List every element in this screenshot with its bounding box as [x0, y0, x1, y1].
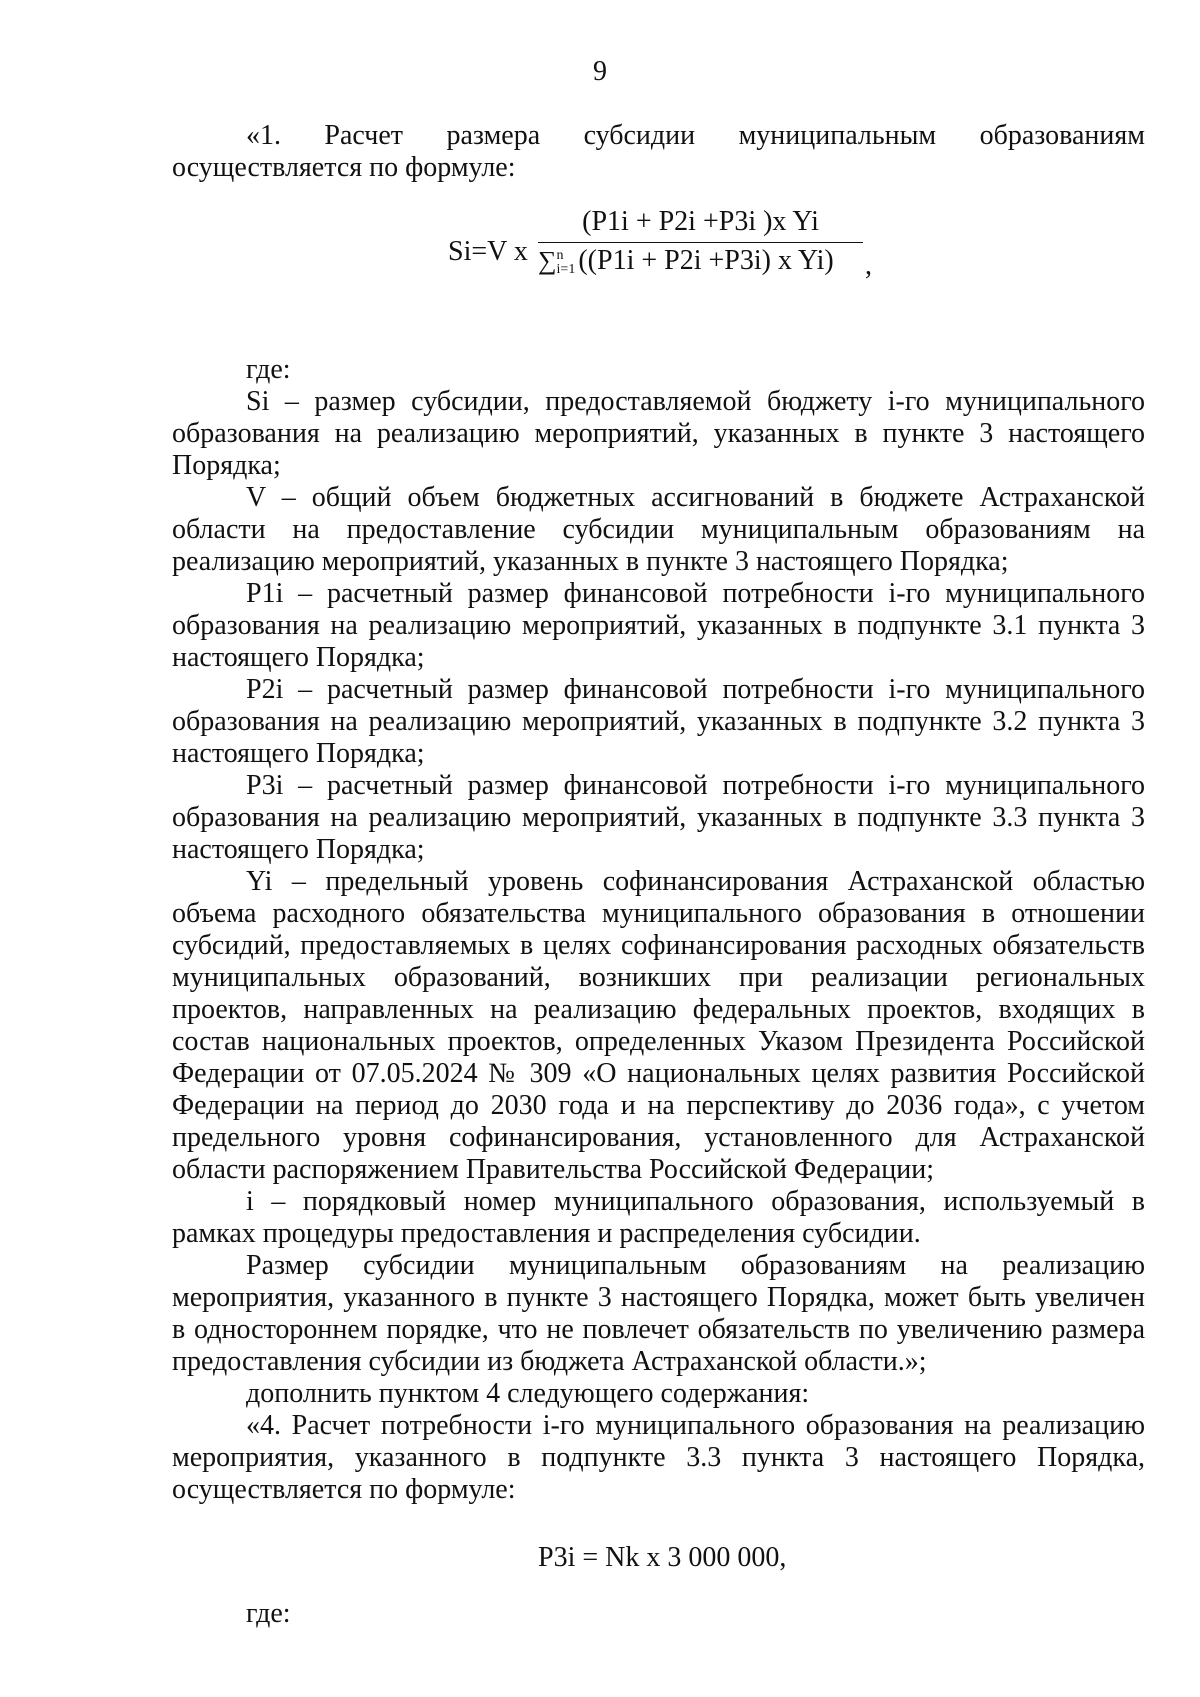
document-body	[172, 120, 1145, 1630]
sum-upper-limit: n	[556, 247, 564, 263]
definition-p2i: P2i – расчетный размер финансовой потребности i-го муниципального образования на реализацию мероприятий, указанных в подпункте 3.2 пункта 3 настоящего Порядка;	[172, 674, 1145, 769]
definition-p1i: P1i – расчетный размер финансовой потребности i-го муниципального образования на реализацию мероприятий, указанных в подпункте 3.1 пункта 3 настоящего Порядка;	[172, 578, 1145, 673]
formula-denominator	[538, 245, 863, 277]
fraction-bar	[538, 242, 863, 243]
definition-si: Si – размер субсидии, предоставляемой бюджету i-го муниципального образования на реализацию мероприятий, указанных в пункте 3 настоящего Порядка;	[172, 386, 1145, 481]
formula-lhs: Si=V x	[448, 236, 528, 267]
sum-lower-limit: i=1	[556, 261, 576, 277]
paragraph-item-4: «4. Расчет потребности i-го муниципального образования на реализацию мероприятия, указанного в подпункте 3.3 пункта 3 настоящего Порядка, осуществляется по формуле:	[172, 1410, 1145, 1505]
formula-numerator: (P1i + P2i +P3i )x Yi	[582, 206, 819, 237]
definition-p3i: P3i – расчетный размер финансовой потребности i-го муниципального образования на реализацию мероприятий, указанных в подпункте 3.3 пункта 3 настоящего Порядка;	[172, 770, 1145, 865]
definition-yi: Yi – предельный уровень софинансирования Астраханской областью объема расходного обязательства муниципального образования в отношении субсидий, предоставляемых в целях софинансирования расходных обязательств муниципальных образований, возникших при реализации региональных проектов, направленных на реализацию федеральных проектов, входящих в состав национальных проектов, определенных Указом Президента Российской Федерации от 07.05.2024 № 309 «О национальных целях развития Российской Федерации на период до 2030 года и на перспективу до 2036 года», с учетом предельного уровня софинансирования, установленного для Астраханской области распоряжением Правительства Российской Федерации;	[172, 866, 1145, 1185]
sigma-symbol: ∑	[538, 246, 557, 275]
formula-comma: ,	[865, 250, 872, 281]
paragraph-calculation-intro: «1. Расчет размера субсидии муниципальным образованиям осуществляется по формуле:	[172, 120, 1145, 183]
definition-v: V – общий объем бюджетных ассигнований в бюджете Астраханской области на предоставление субсидии муниципальным образованиям на реализацию мероприятий, указанных в пункте 3 настоящего Порядка;	[172, 482, 1145, 577]
page-number: 9	[593, 56, 607, 87]
paragraph-supplement: дополнить пунктом 4 следующего содержания:	[246, 1378, 810, 1409]
paragraph-subsidy-increase: Размер субсидии муниципальным образованиям на реализацию мероприятия, указанного в пункте 3 настоящего Порядка, может быть увеличен в одностороннем порядке, что не повлечет обязательств по увеличению размера предоставления субсидии из бюджета Астраханской области.»;	[172, 1250, 1145, 1377]
p3i-formula: P3i = Nk x 3 000 000,	[538, 1542, 787, 1573]
sum-limits	[557, 249, 576, 277]
definition-i: i – порядковый номер муниципального образования, используемый в рамках процедуры предоставления и распределения субсидии.	[172, 1186, 1145, 1249]
where-label-2: где:	[246, 1598, 291, 1629]
denominator-expression: ((P1i + P2i +P3i) x Yi)	[578, 245, 834, 276]
formula-fraction	[538, 206, 863, 277]
subsidy-formula	[172, 206, 1145, 322]
where-label: где:	[246, 354, 291, 385]
